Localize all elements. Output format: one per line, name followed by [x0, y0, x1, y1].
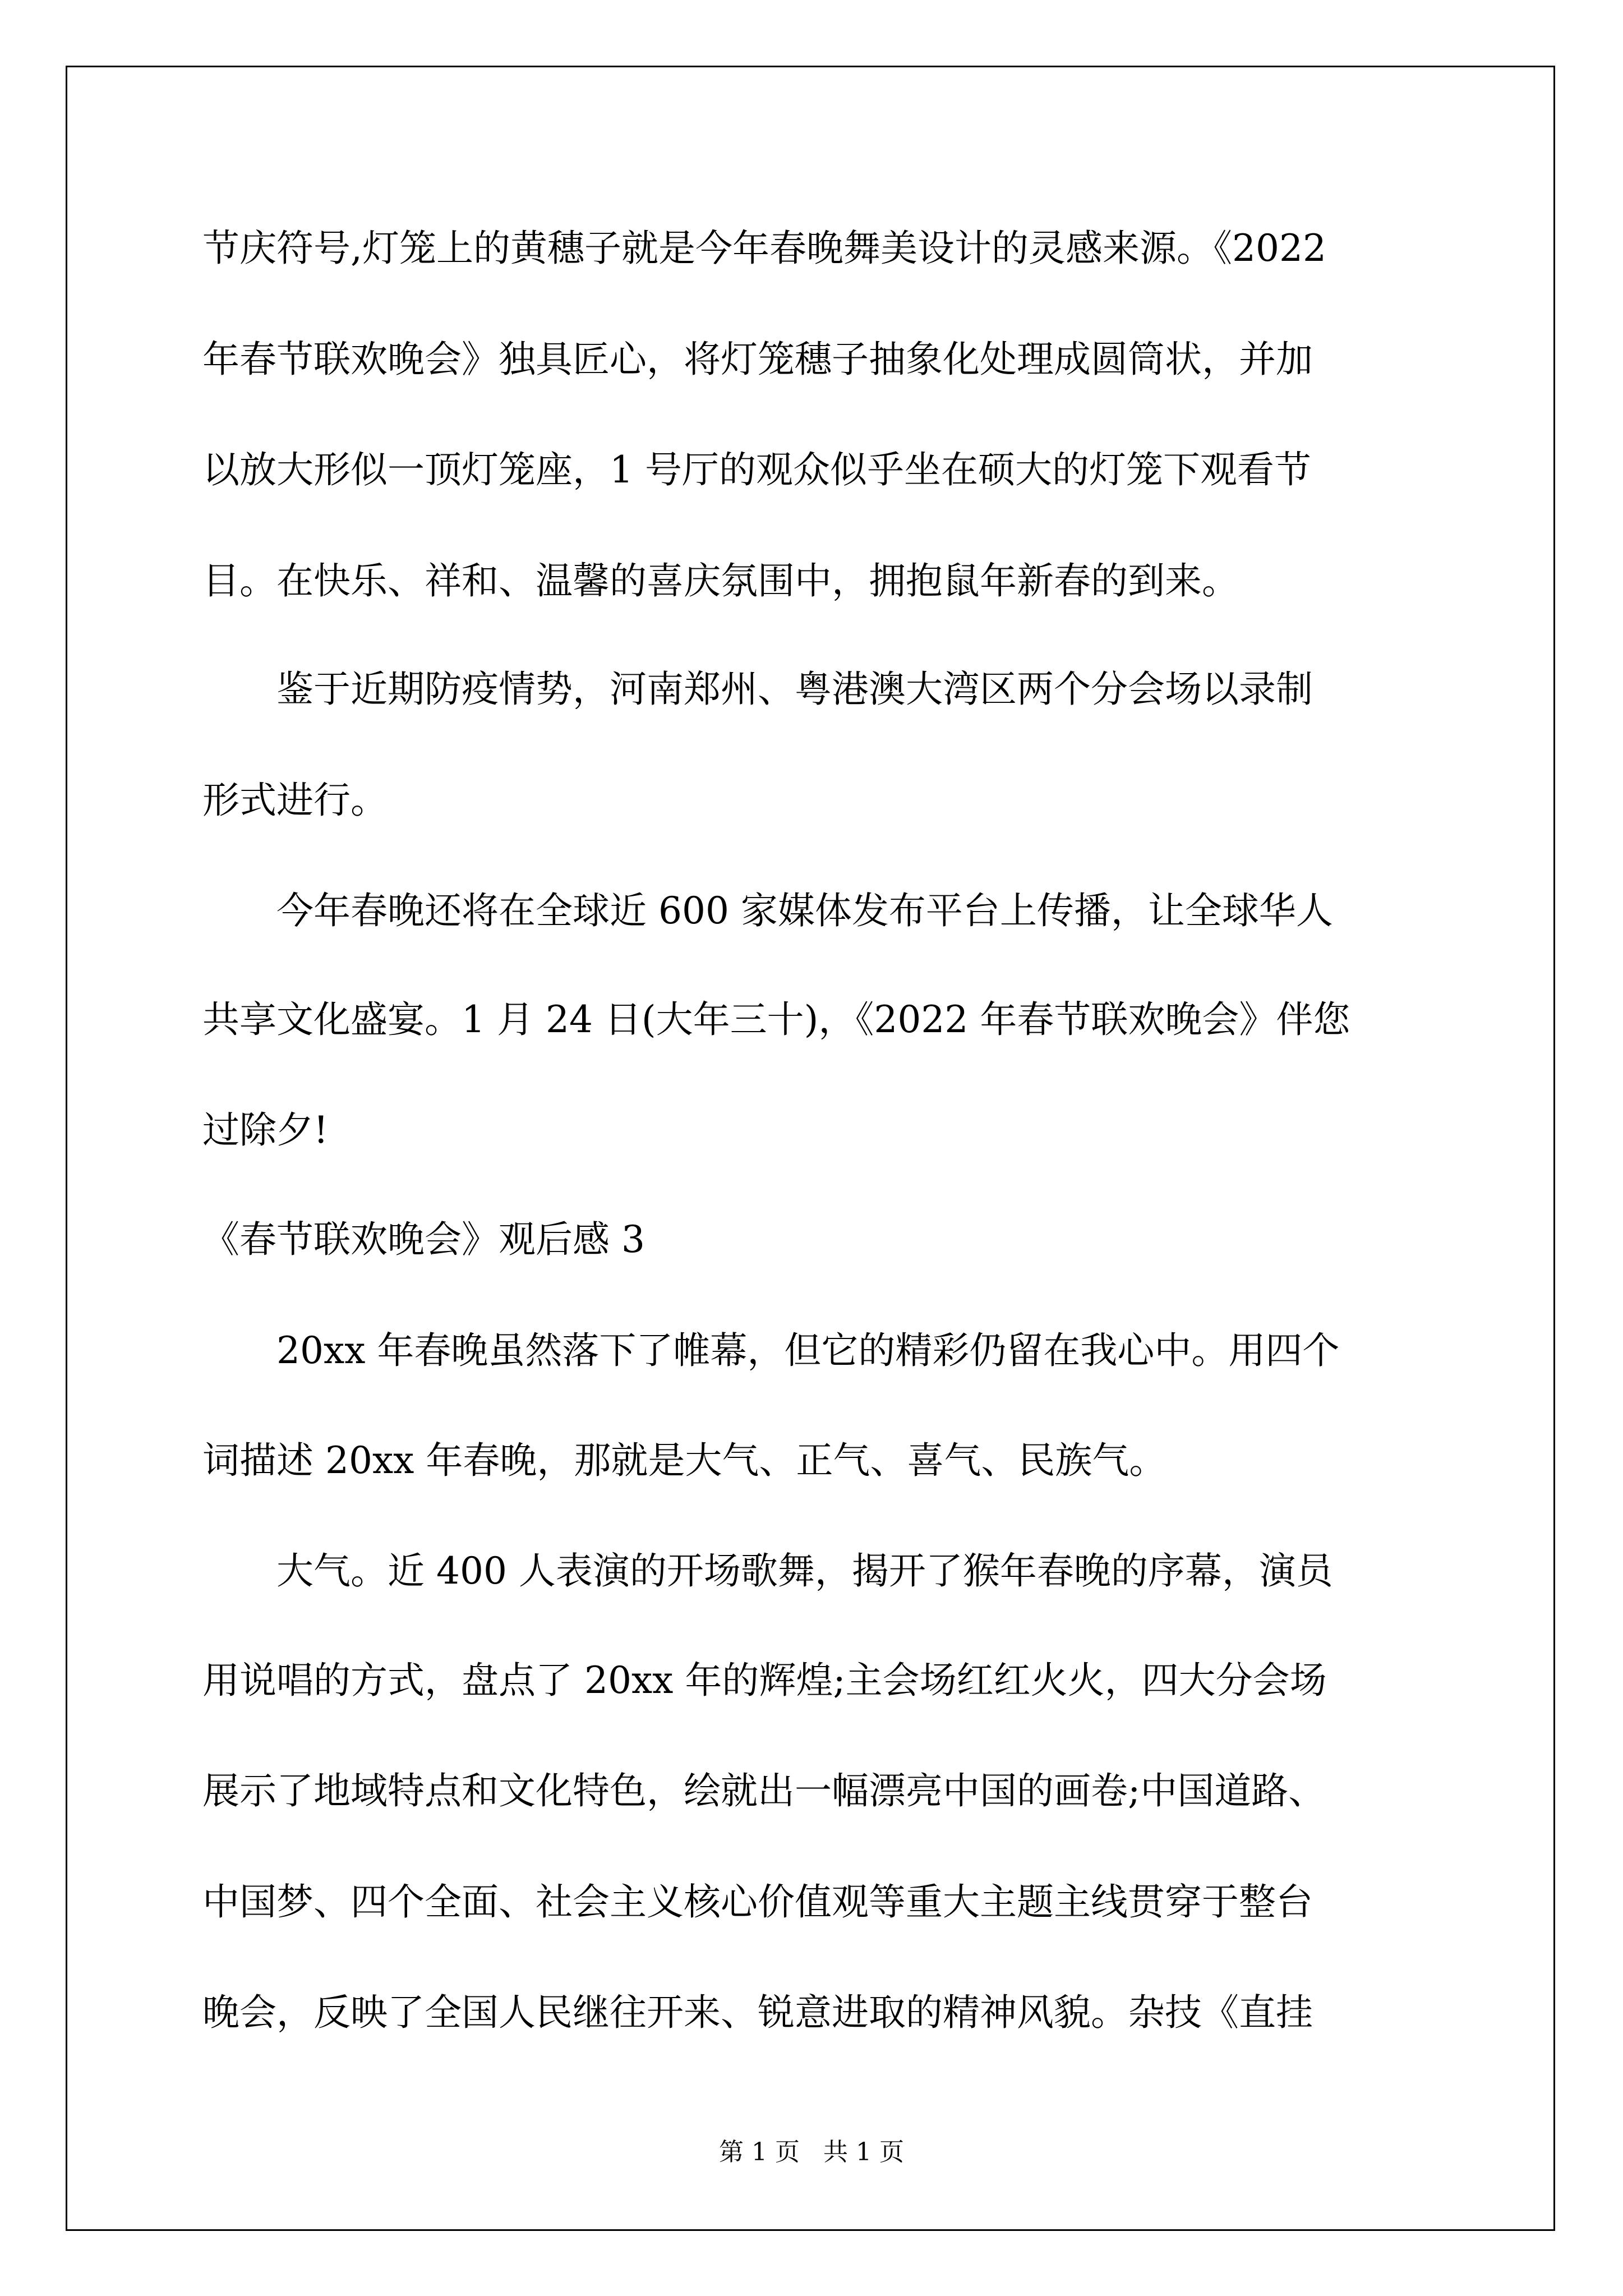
paragraph-start-line: 鉴于近期防疫情势，河南郑州、粤港澳大湾区两个分会场以录制 [276, 668, 1313, 711]
body-line: 形式进行。 [202, 779, 388, 822]
body-line: 词描述 20xx 年春晚，那就是大气、正气、喜气、民族气。 [202, 1439, 1166, 1482]
paragraph-start-line: 大气。近 400 人表演的开场歌舞，揭开了猴年春晚的序幕，演员 [276, 1549, 1333, 1593]
body-line: 展示了地域特点和文化特色，绘就出一幅漂亮中国的画卷;中国道路、 [202, 1769, 1326, 1812]
body-line: 晚会，反映了全国人民继往开来、锐意进取的精神风貌。杂技《直挂 [202, 1991, 1313, 2034]
body-line: 用说唱的方式，盘点了 20xx 年的辉煌;主会场红红火火，四大分会场 [202, 1659, 1327, 1702]
page-number-footer: 第 1 页 共 1 页 [719, 2138, 904, 2166]
body-line: 中国梦、四个全面、社会主义核心价值观等重大主题主线贯穿于整台 [202, 1880, 1313, 1924]
paragraph-start-line: 20xx 年春晚虽然落下了帷幕，但它的精彩仍留在我心中。用四个 [276, 1329, 1340, 1372]
body-line: 节庆符号,灯笼上的黄穗子就是今年春晚舞美设计的灵感来源。《2022 [202, 227, 1326, 270]
body-line: 过除夕! [202, 1108, 329, 1152]
body-line: 目。在快乐、祥和、温馨的喜庆氛围中，拥抱鼠年新春的到来。 [202, 559, 1239, 602]
body-line: 以放大形似一顶灯笼座，1 号厅的观众似乎坐在硕大的灯笼下观看节 [202, 448, 1311, 491]
body-line: 共享文化盛宴。1 月 24 日(大年三十)，《2022 年春节联欢晚会》伴您 [202, 998, 1350, 1041]
paragraph-start-line: 今年春晚还将在全球近 600 家媒体发布平台上传播，让全球华人 [276, 889, 1333, 932]
body-line: 年春节联欢晚会》独具匠心，将灯笼穗子抽象化处理成圆筒状，并加 [202, 338, 1313, 381]
section-heading: 《春节联欢晚会》观后感 3 [202, 1218, 645, 1261]
